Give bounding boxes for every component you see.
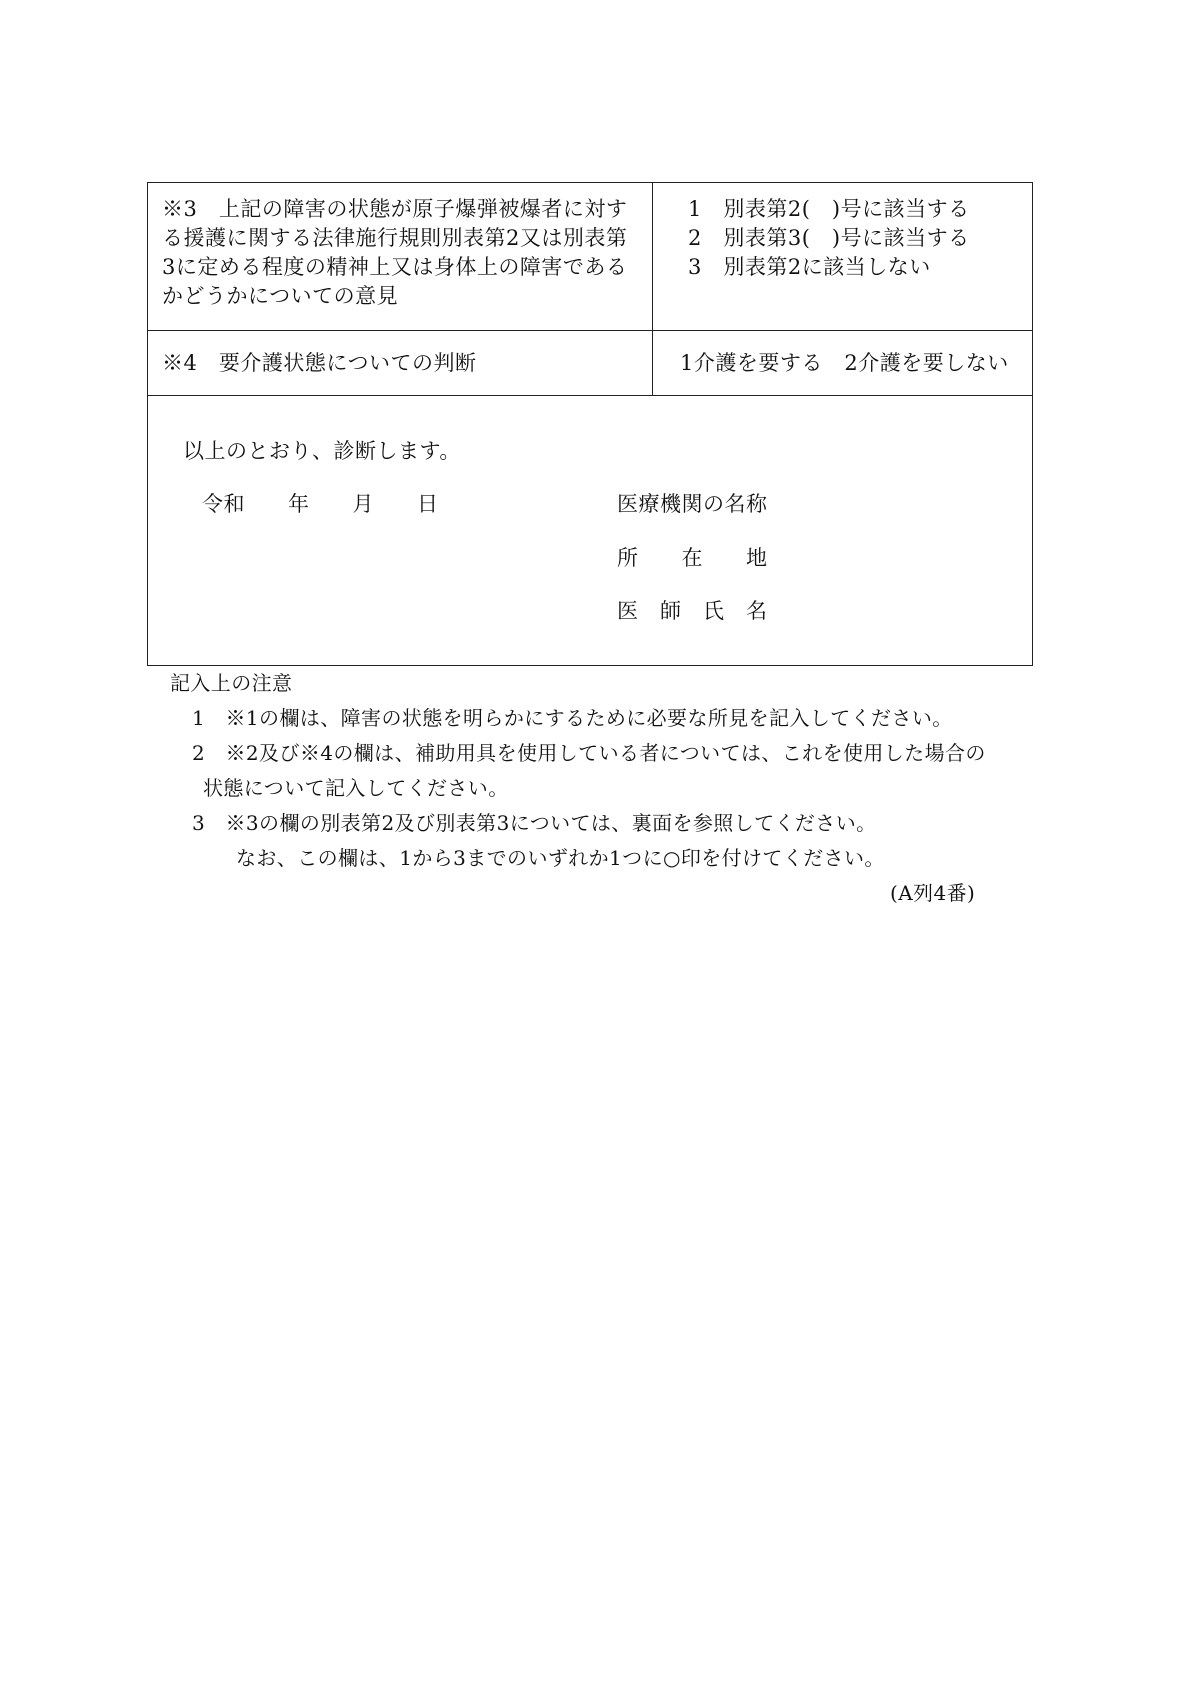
paper-size-label: (A列4番) — [890, 881, 976, 905]
note-item-1: 1 ※1の欄は、障害の状態を明らかにするために必要な所見を記入してください。 — [192, 706, 953, 730]
section3-question-line: る援護に関する法律施行規則別表第2又は別表第 — [162, 226, 628, 250]
column-divider — [652, 183, 653, 395]
section4-answer[interactable]: 1介護を要する 2介護を要しない — [680, 351, 1009, 375]
address-field[interactable]: 所 在 地 — [617, 546, 768, 570]
notes-title: 記入上の注意 — [170, 671, 293, 695]
section3-question-line: 3に定める程度の精神上又は身体上の障害である — [162, 255, 628, 279]
note-item-2: 2 ※2及び※4の欄は、補助用具を使用している者については、これを使用した場合の — [192, 741, 986, 765]
note-item-3: 3 ※3の欄の別表第2及び別表第3については、裏面を参照してください。 — [192, 811, 877, 835]
section3-options — [688, 195, 970, 282]
section3-question-line: かどうかについての意見 — [162, 284, 399, 308]
row-divider-1 — [148, 330, 1032, 331]
note-item-3-continued: なお、この欄は、1から3までのいずれか1つに○印を付けてください。 — [236, 846, 885, 870]
note-item-2-continued: 状態について記入してください。 — [203, 776, 509, 800]
row-divider-2 — [148, 395, 1032, 396]
option-2[interactable]: 2 別表第3( )号に該当する — [688, 226, 970, 250]
section3-question — [162, 195, 627, 311]
doctor-name-field[interactable]: 医 師 氏 名 — [617, 599, 768, 623]
section3-question-line: ※3 上記の障害の状態が原子爆弾被爆者に対す — [162, 197, 628, 221]
section4-question: ※4 要介護状態についての判断 — [162, 351, 477, 375]
diagnosis-statement: 以上のとおり、診断します。 — [183, 439, 461, 463]
diagnosis-form-table — [147, 182, 1033, 666]
option-1[interactable]: 1 別表第2( )号に該当する — [688, 197, 970, 221]
date-field[interactable]: 令和 年 月 日 — [202, 492, 439, 516]
institution-name-field[interactable]: 医療機関の名称 — [617, 492, 768, 516]
option-3[interactable]: 3 別表第2に該当しない — [688, 255, 931, 279]
